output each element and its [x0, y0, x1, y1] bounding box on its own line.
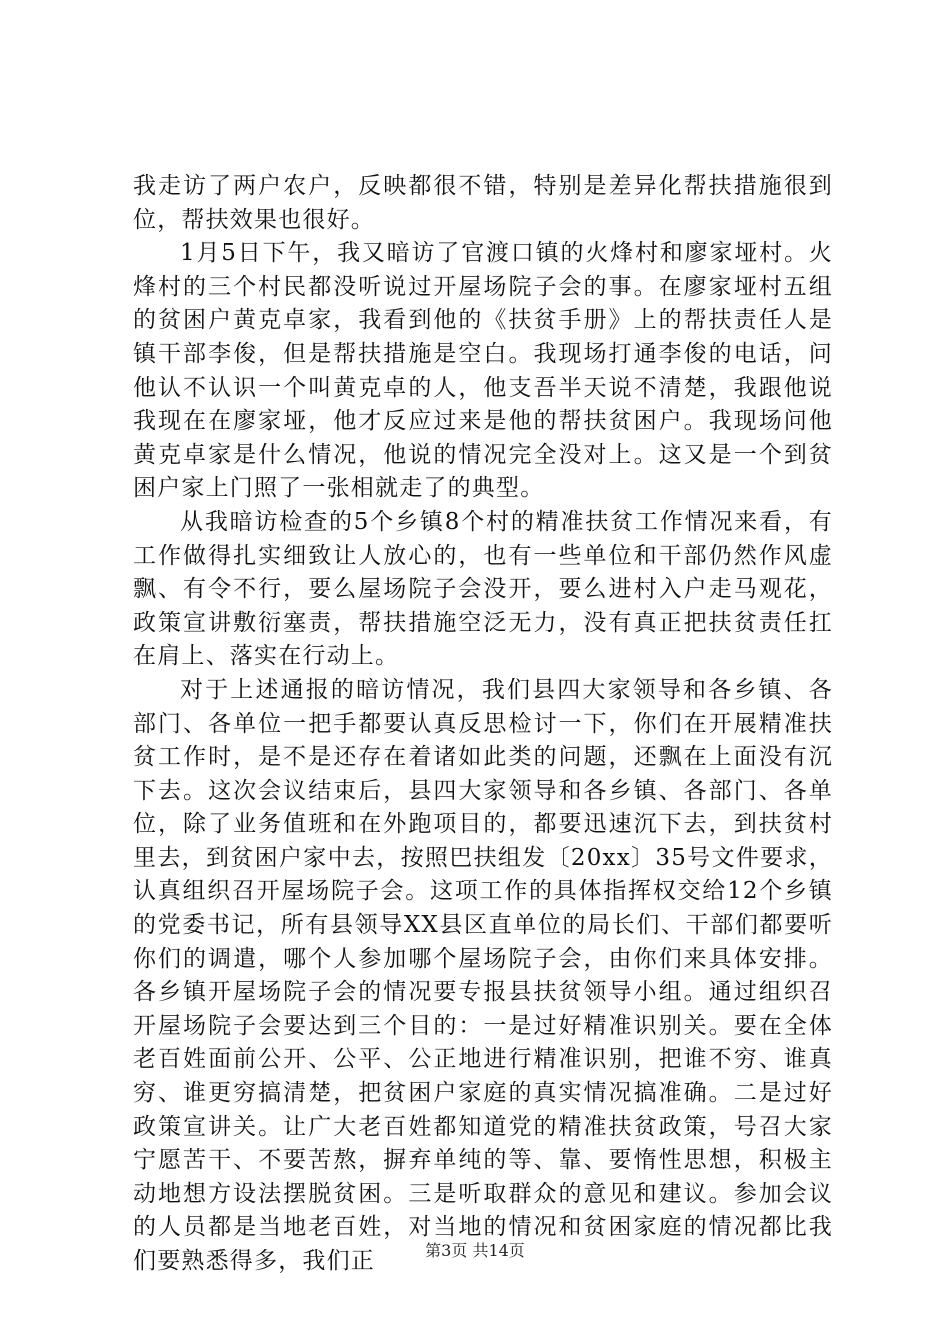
- page-number-footer: 第3页 共14页: [425, 1241, 525, 1260]
- paragraph-1: 我走访了两户农户，反映都很不错，特别是差异化帮扶措施很到位，帮扶效果也很好。: [133, 173, 833, 233]
- document-body: [133, 170, 833, 1279]
- paragraph-3: 从我暗访检查的5个乡镇8个村的精准扶贫工作情况来看，有工作做得扎实细致让人放心的，也有一些单位和干部仍然作风虚飘、有令不行，要么屋场院子会没开，要么进村入户走马观花，政策宣讲敷衍塞责，帮扶措施空泛无力，没有真正把扶贫责任扛在肩上、落实在行动上。: [133, 508, 833, 670]
- paragraph-2: 1月5日下午，我又暗访了官渡口镇的火烽村和廖家垭村。火烽村的三个村民都没听说过开屋场院子会的事。在廖家垭村五组的贫困户黄克卓家，我看到他的《扶贫手册》上的帮扶责任人是镇干部李俊，但是帮扶措施是空白。我现场打通李俊的电话，问他认不认识一个叫黄克卓的人，他支吾半天说不清楚，我跟他说我现在在廖家垭，他才反应过来是他的帮扶贫困户。我现场问他黄克卓家是什么情况，他说的情况完全没对上。这又是一个到贫困户家上门照了一张相就走了的典型。: [133, 240, 833, 502]
- paragraph-4: 对于上述通报的暗访情况，我们县四大家领导和各乡镇、各部门、各单位一把手都要认真反思检讨一下，你们在开展精准扶贫工作时，是不是还存在着诸如此类的问题，还飘在上面没有沉下去。这次会议结束后，县四大家领导和各乡镇、各部门、各单位，除了业务值班和在外跑项目的，都要迅速沉下去，到扶贫村里去，到贫困户家中去，按照巴扶组发〔20xx〕35号文件要求，认真组织召开屋场院子会。这项工作的具体指挥权交给12个乡镇的党委书记，所有县领导XX县区直单位的局长们、干部们都要听你们的调遣，哪个人参加哪个屋场院子会，由你们来具体安排。各乡镇开屋场院子会的情况要专报县扶贫领导小组。通过组织召开屋场院子会要达到三个目的：一是过好精准识别关。要在全体老百姓面前公开、公平、公正地进行精准识别，把谁不穷、谁真穷、谁更穷搞清楚，把贫困户家庭的真实情况搞准确。二是过好政策宣讲关。让广大老百姓都知道党的精准扶贫政策，号召大家宁愿苦干、不要苦熬，摒弃单纯的等、靠、要惰性思想，积极主动地想方设法摆脱贫困。三是听取群众的意见和建议。参加会议的人员都是当地老百姓，对当地的情况和贫困家庭的情况都比我们要熟悉得多，我们正: [133, 676, 833, 1274]
